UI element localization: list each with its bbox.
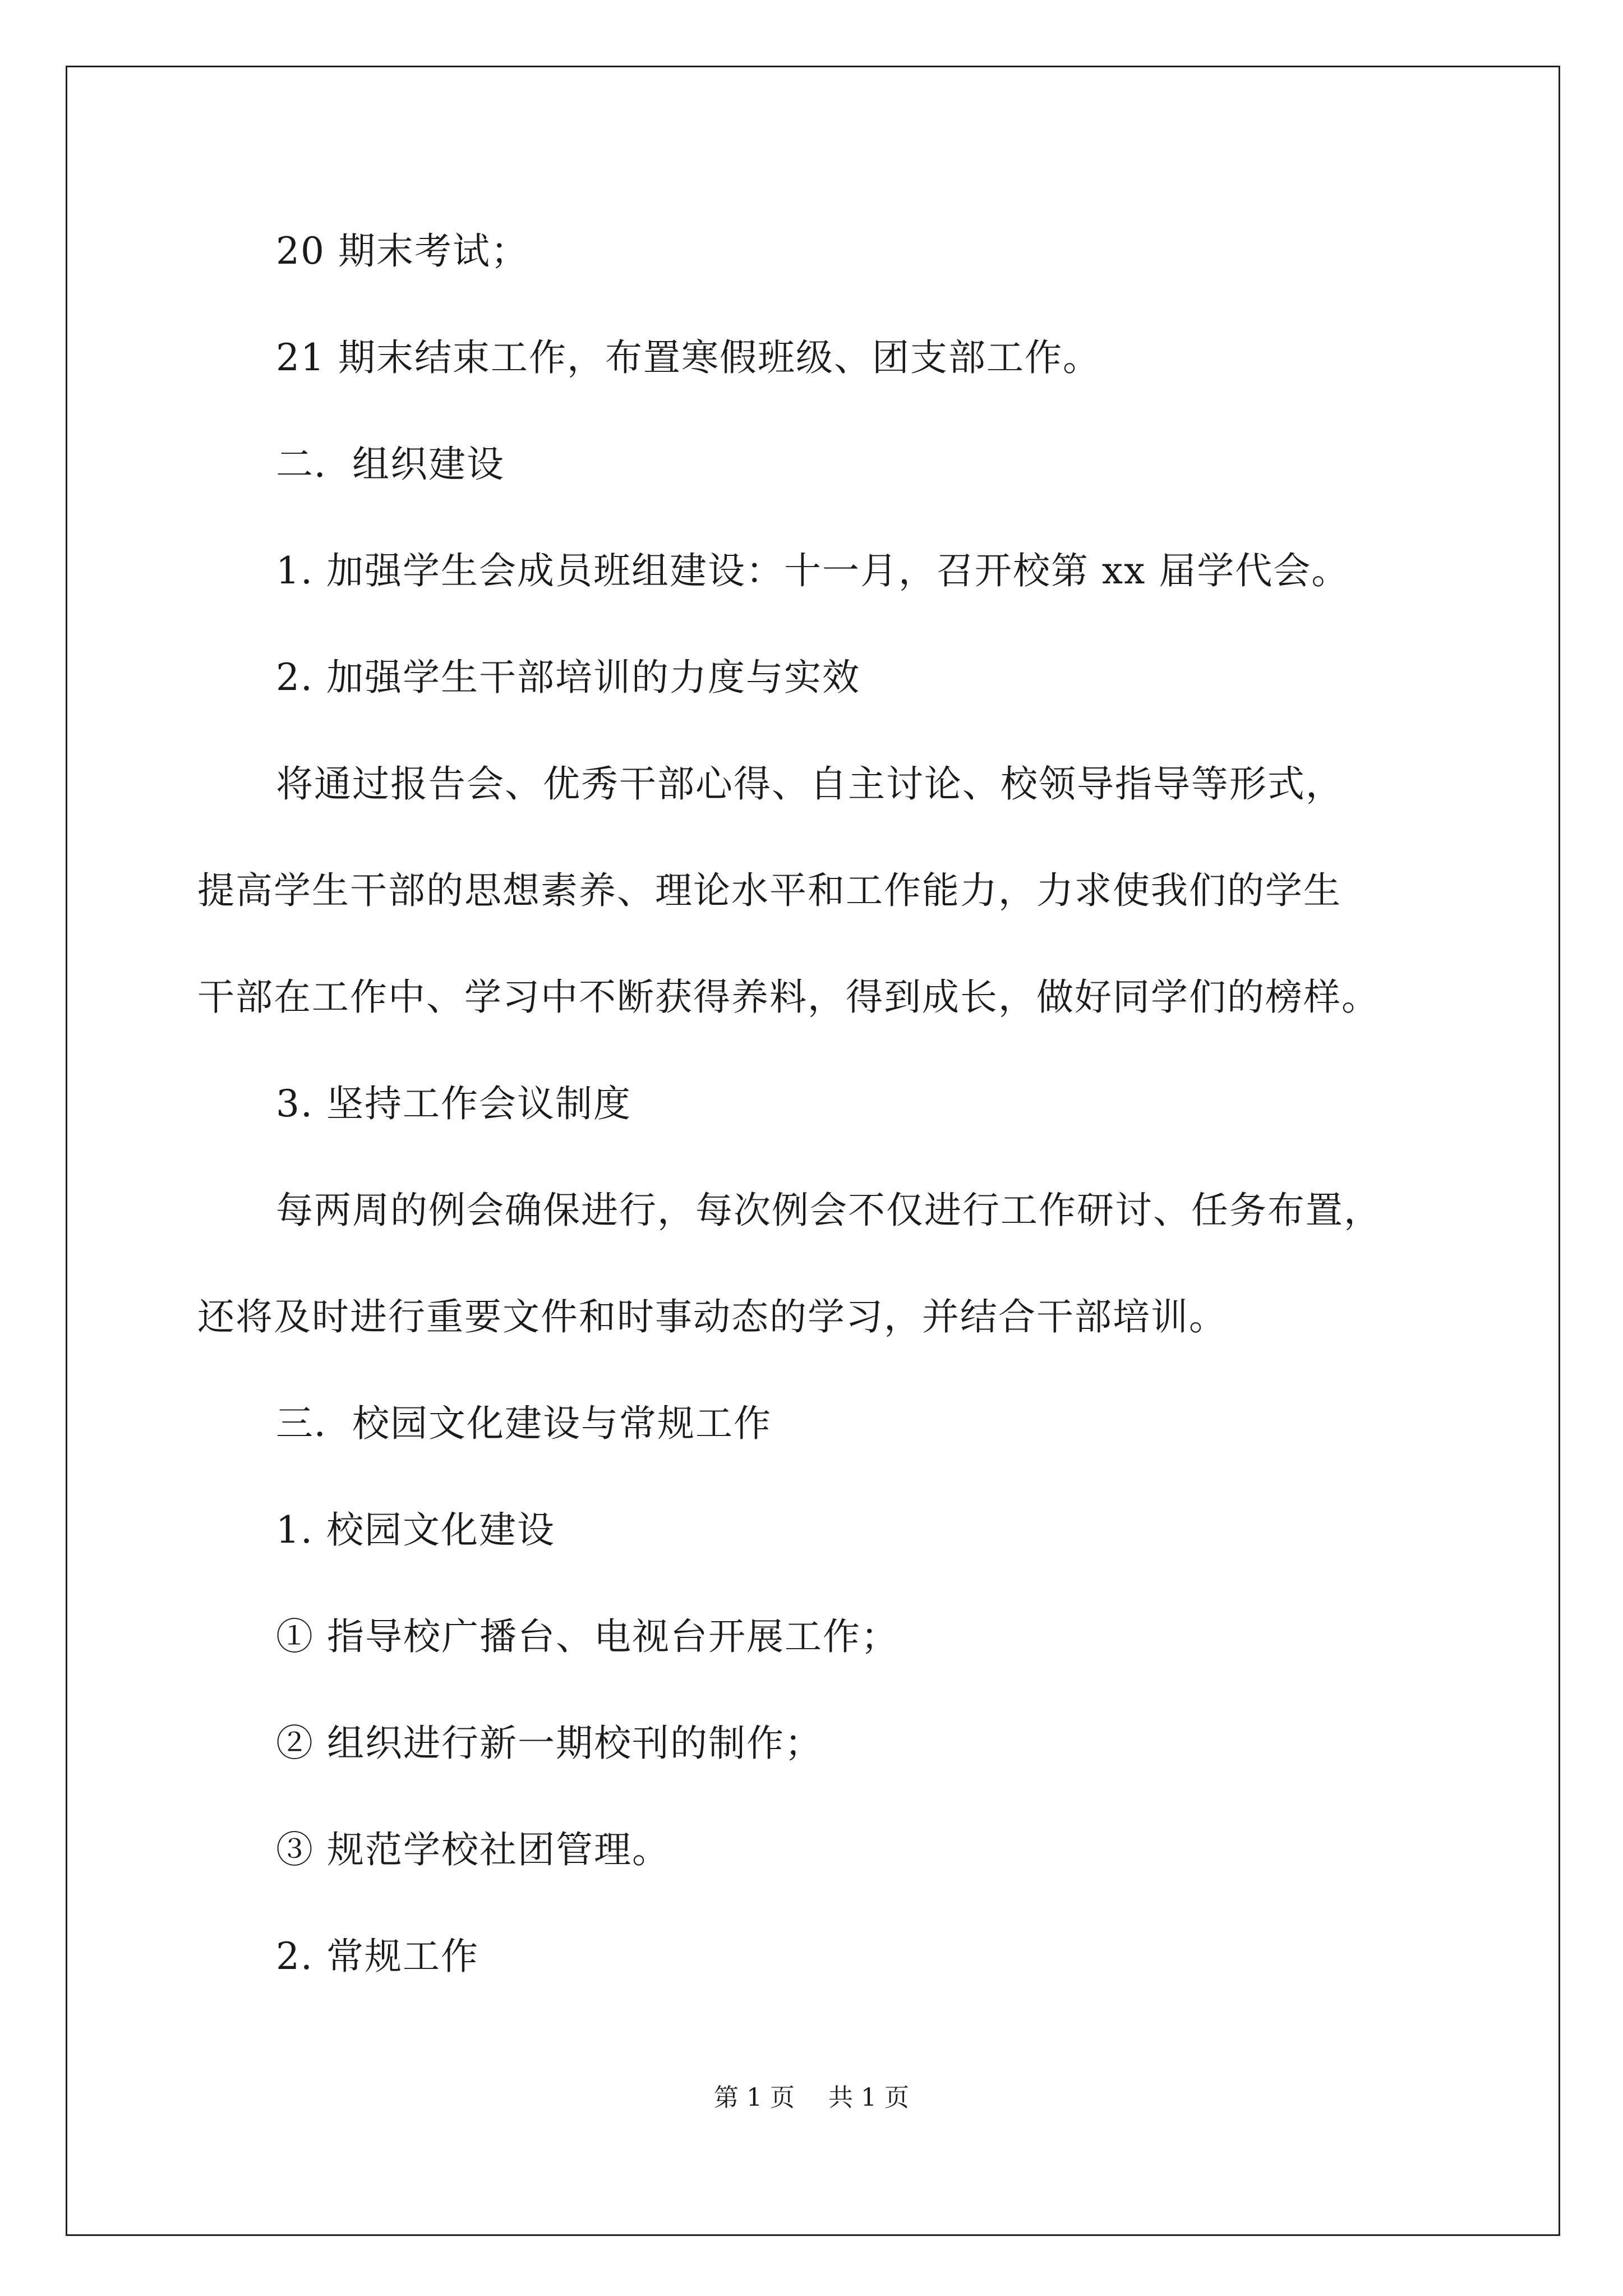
section-heading: 三．校园文化建设与常规工作 [276, 1402, 772, 1445]
paragraph-line: 20 期末考试； [276, 229, 529, 273]
section-heading: 二．组织建设 [276, 443, 505, 486]
list-item: ① 指导校广播台、电视台开展工作； [276, 1615, 899, 1658]
paragraph-line: 将通过报告会、优秀干部心得、自主讨论、校领导指导等形式， [276, 762, 1344, 806]
paragraph-line: 1. 校园文化建设 [276, 1508, 555, 1552]
paragraph-line: 干部在工作中、学习中不断获得养料，得到成长，做好同学们的榜样。 [197, 976, 1380, 1019]
paragraph-line: 2. 加强学生干部培训的力度与实效 [276, 656, 860, 699]
paragraph-line: 每两周的例会确保进行，每次例会不仅进行工作研讨、任务布置， [276, 1189, 1382, 1232]
paragraph-line: 21 期末结束工作，布置寒假班级、团支部工作。 [276, 336, 1101, 379]
page-footer [0, 2081, 1623, 2115]
paragraph-line: 提高学生干部的思想素养、理论水平和工作能力，力求使我们的学生 [197, 869, 1341, 912]
page-total: 共 1 页 [828, 2083, 909, 2112]
page-number: 第 1 页 [714, 2083, 795, 2112]
list-item: ② 组织进行新一期校刊的制作； [276, 1722, 823, 1765]
page-border [66, 66, 1560, 2236]
paragraph-line: 3. 坚持工作会议制度 [276, 1082, 631, 1125]
list-item: ③ 规范学校社团管理。 [276, 1828, 670, 1871]
paragraph-line: 还将及时进行重要文件和时事动态的学习，并结合干部培训。 [197, 1295, 1227, 1338]
paragraph-line: 1. 加强学生会成员班组建设：十一月，召开校第 xx 届学代会。 [276, 549, 1350, 592]
paragraph-line: 2. 常规工作 [276, 1935, 479, 1978]
